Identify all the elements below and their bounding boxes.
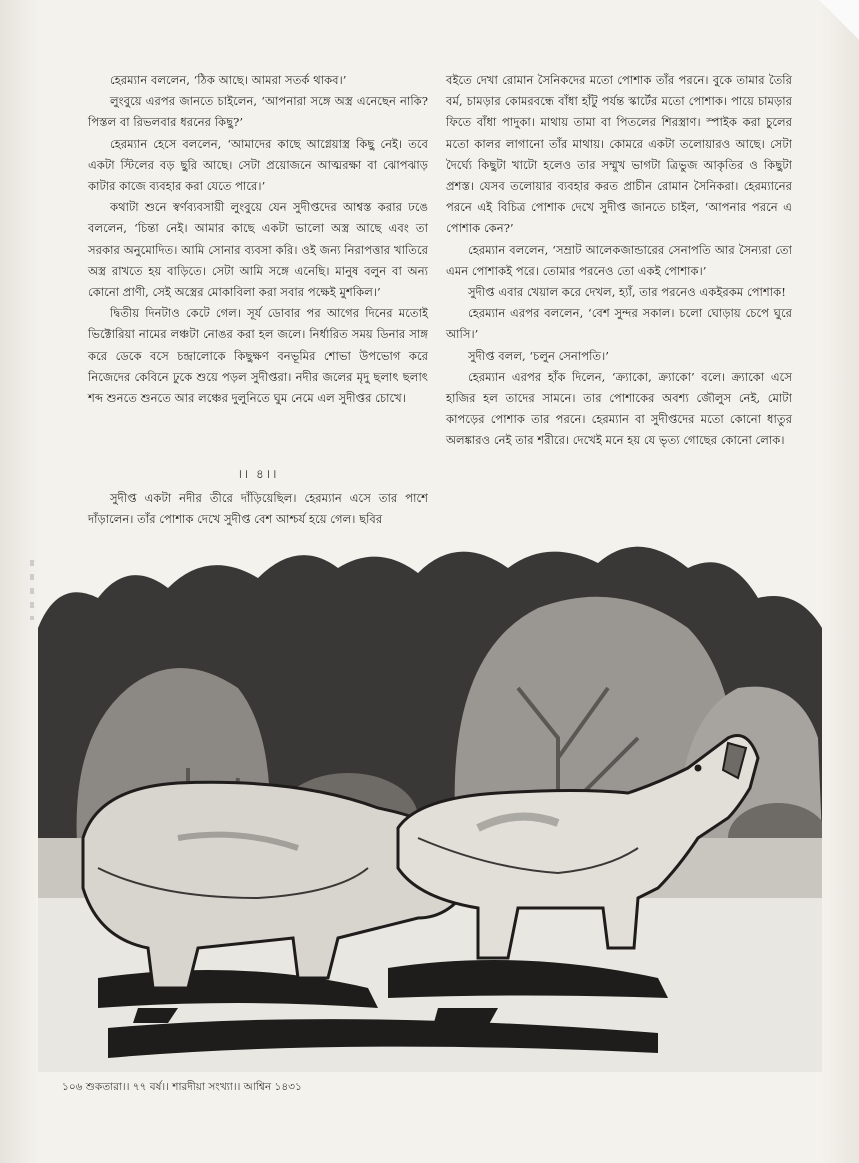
section-opening xyxy=(88,488,428,530)
left-text-column xyxy=(88,70,428,409)
paragraph: দ্বিতীয় দিনটাও কেটে গেল। সূর্য ডোবার পর আগের দিনের মতোই ভিক্টোরিয়া নামের লঞ্চটা নোঙর করা হল জলে। নির্ধারিত সময় ডিনার সাঙ্গ করে ডেকে বসে চন্দ্রালোকে কিছুক্ষণ বনভূমির শোভা উপভোগ করে নিজেদের কেবিনে ঢুকে শুয়ে পড়ল সুদীপ্তরা। নদীর জলের মৃদু ছলাৎ ছলাৎ শব্দ শুনতে শুনতে আর লঞ্চের দুলুনিতে ঘুম নেমে এল সুদীপ্তর চোখে। xyxy=(88,306,428,406)
paragraph: সুদীপ্ত একটা নদীর তীরে দাঁড়িয়েছিল। হেরম্যান এসে তার পাশে দাঁড়ালেন। তাঁর পোশাক দেখে সুদীপ্ত বেশ আশ্চর্য হয়ে গেল। ছবির xyxy=(88,491,428,527)
paragraph: হেরম্যান বললেন, ‘সম্রাট আলেকজান্ডারের সেনাপতি আর সৈন্যরা তো এমন পোশাকই পরে। তোমার পরনেও তো একই পোশাক।’ xyxy=(446,242,792,278)
page-corner xyxy=(819,0,859,40)
paragraph: সুদীপ্ত বলল, ‘চলুন সেনাপতি।’ xyxy=(468,348,609,363)
paragraph: কথাটা শুনে স্বর্ণব্যবসায়ী লুংবুয়ে যেন সুদীপ্তদের আশ্বস্ত করার ঢঙে বললেন, ‘চিন্তা নেই। আমার কাছে একটা ভালো অস্ত্র আছে এবং তা সরকার অনুমোদিত। আমি সোনার ব্যবসা করি। ওই জন্য নিরাপত্তার খাতিরে অস্ত্র রাখতে হয় বাড়িতে। সেটা আমি সঙ্গে এনেছি। মানুষ বলুন বা অন্য কোনো প্রাণী, সেই অস্ত্রের মোকাবিলা করা সবার পক্ষেই মুশকিল।’ xyxy=(88,200,428,300)
hippo-illustration xyxy=(38,538,822,1072)
paragraph: সুদীপ্ত এবার খেয়াল করে দেখল, হ্যাঁ, তার পরনেও একইরকম পোশাক! xyxy=(468,285,786,300)
paragraph: হেরম্যান বললেন, ‘ঠিক আছে। আমরা সতর্ক থাকব।’ xyxy=(110,73,347,87)
paragraph: বইতে দেখা রোমান সৈনিকদের মতো পোশাক তাঁর পরনে। বুকে তামার তৈরি বর্ম, চামড়ার কোমরবন্ধে বাঁধা হাঁটু পর্যন্ত স্কার্টের মতো পোশাক। পায়ে চামড়ার ফিতে বাঁধা পাদুকা। মাথায় তামা বা পিতলের শিরস্ত্রাণ। স্পাইক করা চুলের মতো কালর লাগানো তাঁর মাথায়। কোমরে একটা তলোয়ারও আছে। সেটা দৈর্ঘ্যে কিছুটা খাটো হলেও তার সম্মুখ ভাগটা ত্রিভুজ আকৃতির ও কিছুটা প্রশস্ত। যেসব তলোয়ার ব্যবহার করত প্রাচীন রোমান সৈনিকরা। হেরম্যানের পরনে এই বিচিত্র পোশাক দেখে সুদীপ্ত জানতে চাইল, ‘আপনার পরনে এ পোশাক কেন?’ xyxy=(446,73,792,236)
paragraph: হেরম্যান হেসে বললেন, ‘আমাদের কাছে আগ্নেয়াস্ত্র কিছু নেই। তবে একটা স্টিলের বড় ছুরি আছে। সেটা প্রয়োজনে আত্মরক্ষা বা ঝোপঝাড় কাটার কাজে ব্যবহার করা যেতে পারে।’ xyxy=(88,136,428,194)
binding-marks xyxy=(30,560,34,620)
paragraph: হেরম্যান এরপর হাঁক দিলেন, ‘ক্র্যাকো, ক্র্যাকো’ বলে। ক্র্যাকো এসে হাজির হল তাদের সামনে। তার পোশাকের অবশ্য জৌলুস নেই, মোটা কাপড়ের পোশাক তার পরনে। হেরম্যান বা সুদীপ্তদের মতো কোনো ধাতুর অলঙ্কারও নেই তার শরীরে। দেখেই মনে হয় যে ভৃত্য গোছের কোনো লোক। xyxy=(446,369,792,448)
paragraph: লুংবুয়ে এরপর জানতে চাইলেন, ‘আপনারা সঙ্গে অস্ত্র এনেছেন নাকি? পিস্তল বা রিভলবার ধরনের কিছু?’ xyxy=(88,94,428,130)
right-text-column xyxy=(446,70,792,452)
page-footer: ১০৬ শুকতারা।। ৭৭ বর্ষ।। শারদীয়া সংখ্যা।। আশ্বিন ১৪৩১ xyxy=(62,1081,302,1093)
section-number: ।। ৪।। xyxy=(237,467,279,481)
paragraph: হেরম্যান এরপর বললেন, ‘বেশ সুন্দর সকাল। চলো ঘোড়ায় চেপে ঘুরে আসি।’ xyxy=(446,306,792,342)
